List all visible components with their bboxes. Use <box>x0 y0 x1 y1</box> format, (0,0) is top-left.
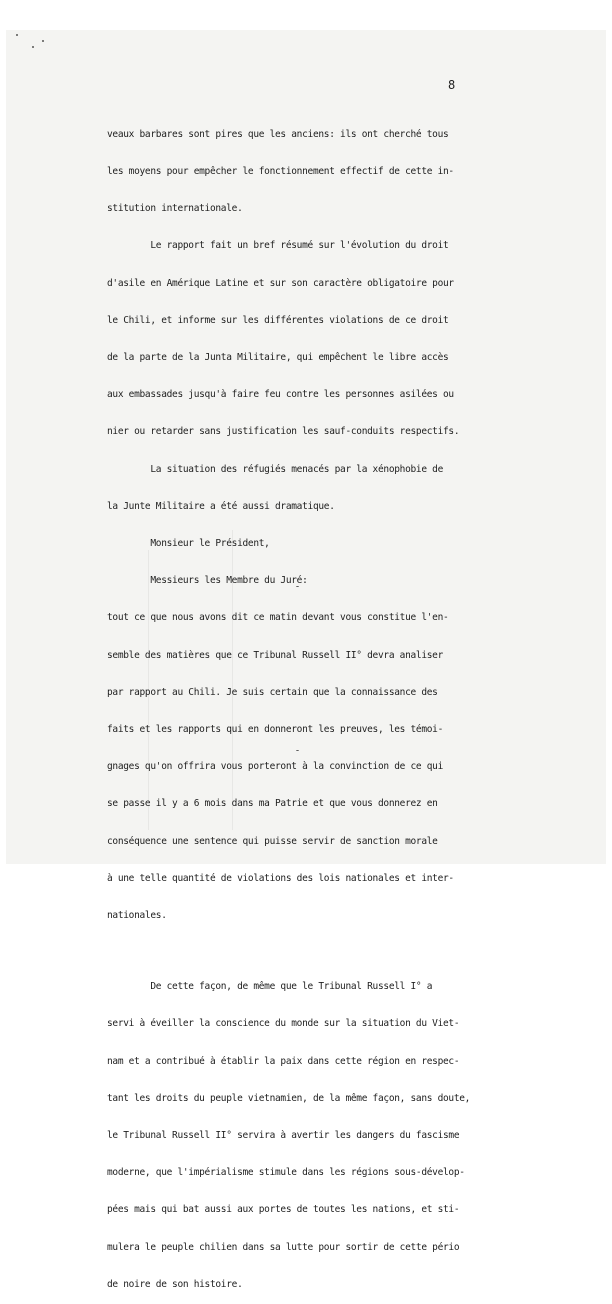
text-line: se passe il y a 6 mois dans ma Patrie et que vous donnerez en <box>107 798 438 810</box>
text-line: Monsieur le Président, <box>107 538 270 550</box>
text-line: d'asile en Amérique Latine et sur son caractère obligatoire pour <box>107 277 454 289</box>
text-line: conséquence une sentence qui puisse servir de sanction morale <box>107 835 438 847</box>
text-line: tant les droits du peuple vietnamien, de la même façon, sans doute, <box>107 1092 471 1104</box>
ink-speck <box>32 46 34 48</box>
text-line: nam et a contribué à établir la paix dans cette région en respec- <box>107 1055 460 1067</box>
text-line: Le rapport fait un bref résumé sur l'évolution du droit <box>107 240 449 252</box>
text-line: aux embassades jusqu'à faire feu contre les personnes asilées ou <box>107 389 454 401</box>
text-line: de la parte de la Junta Militaire, qui empêchent le libre accès <box>107 352 449 364</box>
ink-speck <box>42 40 44 42</box>
text-line: La situation des réfugiés menacés par la xénophobie de <box>107 463 444 475</box>
body-text <box>107 104 517 1304</box>
text-line: mulera le peuple chilien dans sa lutte pour sortir de cette pério <box>107 1241 460 1253</box>
text-line: tout ce que nous avons dit ce matin devant vous constitue l'en- <box>107 612 449 624</box>
page-number: 8 <box>448 78 456 92</box>
text-line: stitution internationale. <box>107 203 243 215</box>
text-line: la Junte Militaire a été aussi dramatique. <box>107 500 335 512</box>
text-line: servi à éveiller la conscience du monde sur la situation du Viet- <box>107 1018 460 1030</box>
text-line: de noire de son histoire. <box>107 1278 243 1290</box>
text-line: moderne, que l'impérialisme stimule dans les régions sous-dévelop- <box>107 1167 465 1179</box>
text-line: nier ou retarder sans justification les sauf-conduits respectifs. <box>107 426 460 438</box>
text-line: à une telle quantité de violations des lois nationales et inter- <box>107 872 454 884</box>
text-line: le Chili, et informe sur les différentes violations de ce droit <box>107 314 449 326</box>
text-line: semble des matières que ce Tribunal Russell II° devra analiser <box>107 649 444 661</box>
text-line: nationales. <box>107 910 167 922</box>
ink-speck <box>16 34 18 36</box>
text-line: les moyens pour empêcher le fonctionnement effectif de cette in- <box>107 166 454 178</box>
paragraph-gap <box>107 947 517 956</box>
text-line: par rapport au Chili. Je suis certain que la connaissance des <box>107 686 438 698</box>
text-line: le Tribunal Russell II° servira à avertir les dangers du fascisme <box>107 1129 460 1141</box>
text-line: De cette façon, de même que le Tribunal Russell I° a <box>107 981 433 993</box>
text-line: pées mais qui bat aussi aux portes de toutes les nations, et sti- <box>107 1204 460 1216</box>
text-line: Messieurs les Membre du Juré: <box>107 575 308 587</box>
text-line: faits et les rapports qui en donneront les preuves, les témoi- <box>107 724 444 736</box>
text-line: veaux barbares sont pires que les anciens: ils ont cherché tous <box>107 128 449 140</box>
text-line: gnages qu'on offrira vous porteront à la convinction de ce qui <box>107 761 444 773</box>
